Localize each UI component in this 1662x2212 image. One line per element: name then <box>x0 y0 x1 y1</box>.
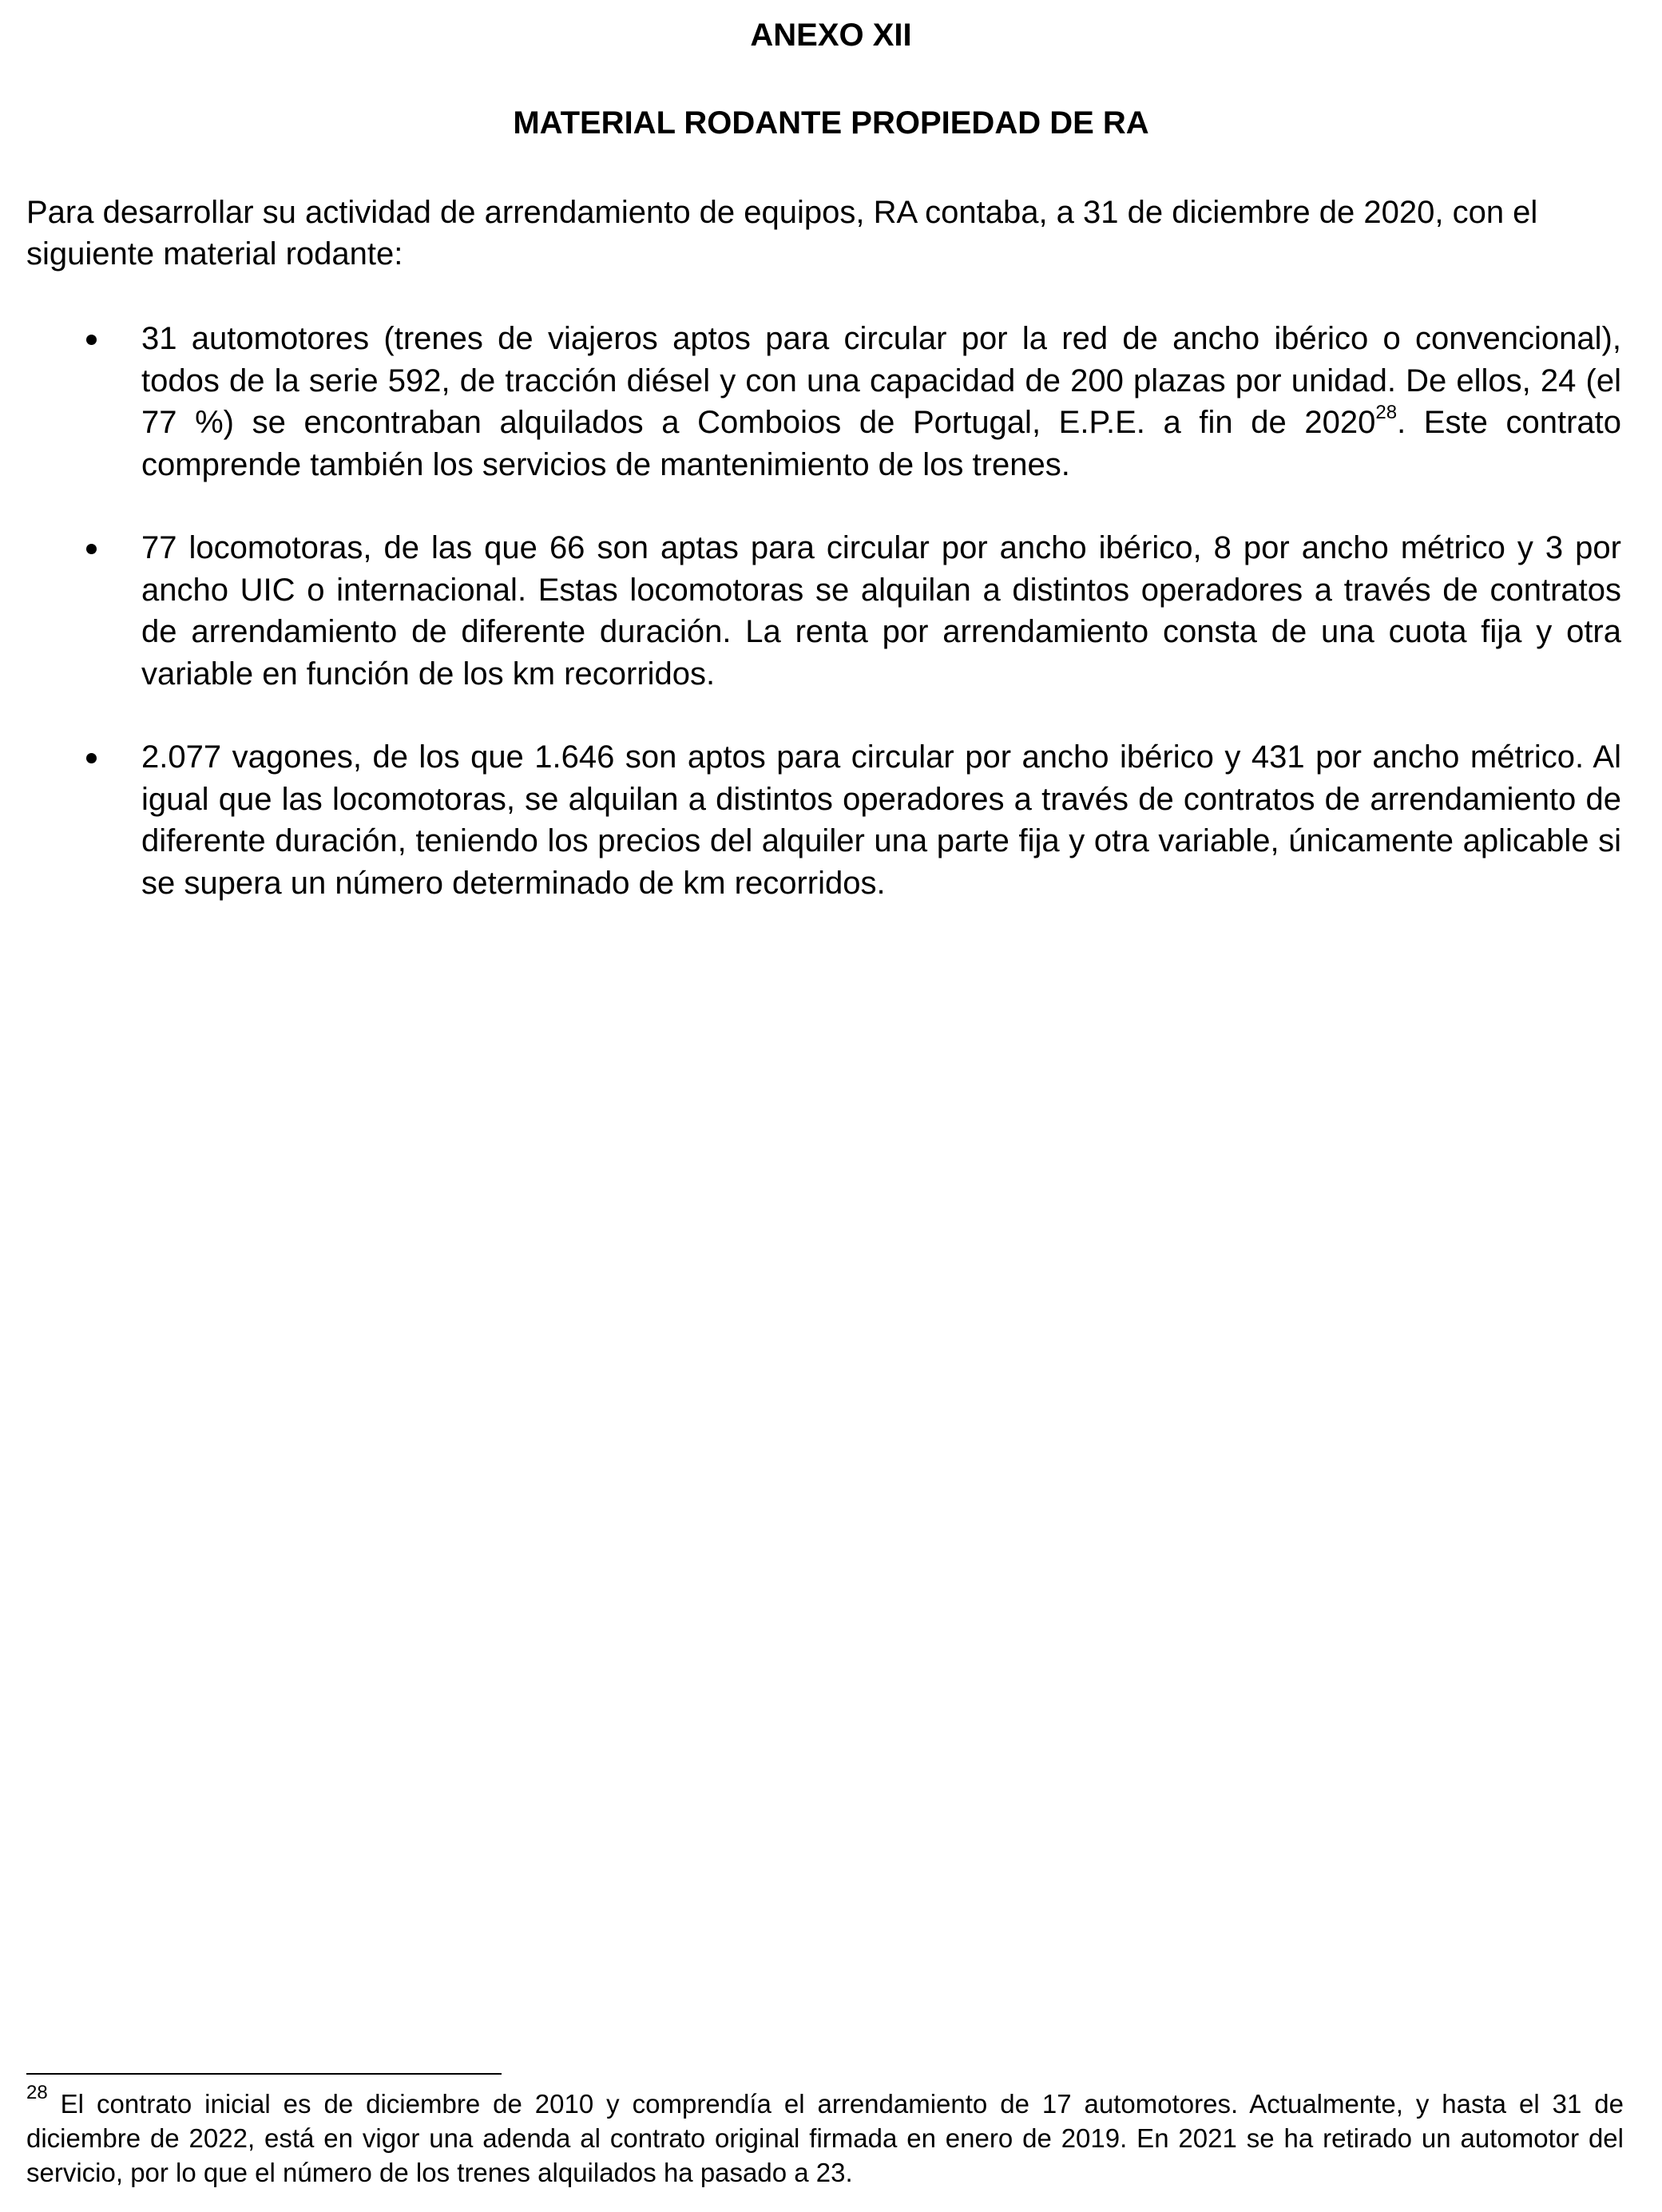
footnote-number: 28 <box>26 2082 48 2103</box>
intro-paragraph: Para desarrollar su actividad de arrendamiento de equipos, RA contaba, a 31 de diciembre de 2020, con el siguiente material rodante: <box>26 195 1538 272</box>
list-item-text: 77 locomotoras, de las que 66 son aptas para circular por ancho ibérico, 8 por ancho métrico y 3 por ancho UIC o internacional. Estas locomotoras se alquilan a distintos operadores a través de contratos de arrendamiento de diferente duración. La renta por arrendamiento consta de una cuota fija y otra variable en función de los km recorridos. <box>141 530 1621 692</box>
list-item-text: 2.077 vagones, de los que 1.646 son aptos para circular por ancho ibérico y 431 por ancho métrico. Al igual que las locomotoras, se alquilan a distintos operadores a través de contratos de arrendamiento de diferente duración, teniendo los precios del alquiler una parte fija y otra variable, únicamente aplicable si se supera un número determinado de km recorridos. <box>141 739 1621 901</box>
footnote <box>26 2082 1624 2190</box>
bullet-icon <box>86 335 97 345</box>
section-title: MATERIAL RODANTE PROPIEDAD DE RA <box>513 105 1149 141</box>
list-item-vagones <box>0 736 1621 904</box>
rolling-stock-list <box>0 318 1662 945</box>
bullet-icon <box>86 544 97 554</box>
list-item-locomotoras <box>0 527 1621 695</box>
bullet-icon <box>86 753 97 763</box>
footnote-reference[interactable]: 28 <box>1375 401 1398 423</box>
list-item-text: 31 automotores (trenes de viajeros aptos para circular por la red de ancho ibérico o convencional), todos de la serie 592, de tracción diésel y con una capacidad de 200 plazas por unidad. De ellos, 24 (el 77 %) se encontraban alquilados a Comboios de Portugal, E.P.E. a fin de 2020 <box>141 321 1621 440</box>
annex-title: ANEXO XII <box>750 18 912 53</box>
footnote-separator <box>26 2073 502 2075</box>
list-item-text-continued: . Este contrato comprende también los servicios de mantenimiento de los trenes. <box>141 405 1621 482</box>
list-item-automotores <box>0 318 1621 486</box>
footnote-text: El contrato inicial es de diciembre de 2010 y comprendía el arrendamiento de 17 automotores. Actualmente, y hasta el 31 de diciembre de 2022, está en vigor una adenda al contrato original firmada en enero de 2019. En 2021 se ha retirado un automotor del servicio, por lo que el número de los trenes alquilados ha pasado a 23. <box>26 2089 1624 2187</box>
